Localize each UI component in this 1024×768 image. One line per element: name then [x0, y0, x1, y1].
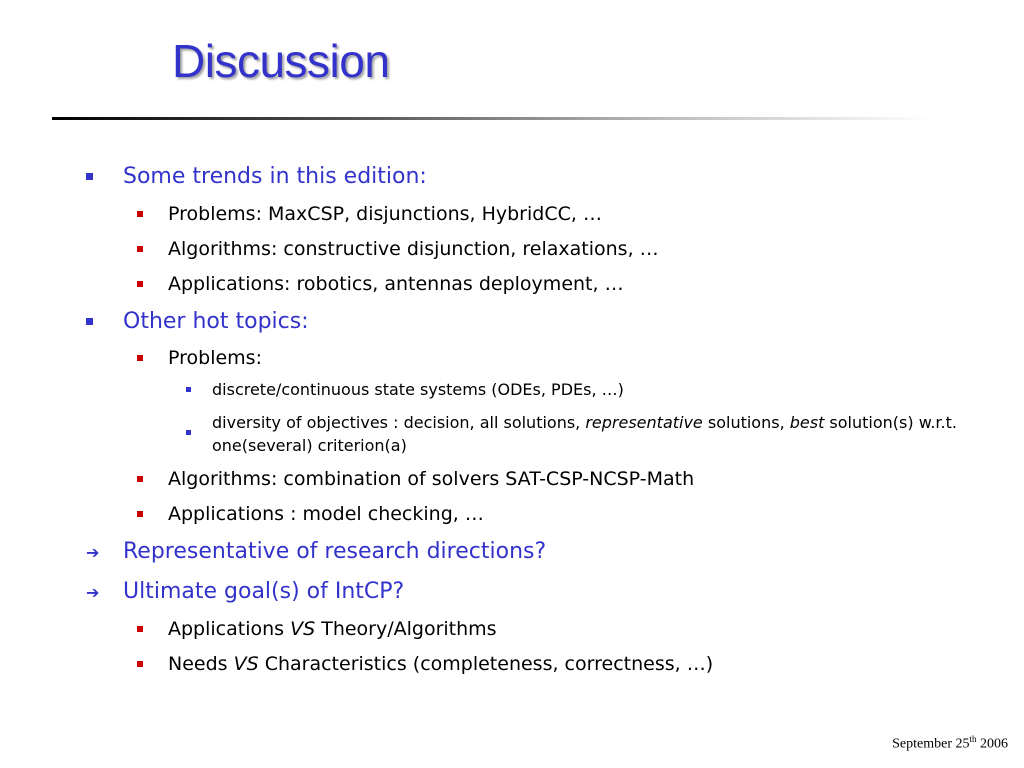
bullet-text: Applications : model checking, …	[168, 503, 484, 525]
bullet-text: Problems: MaxCSP, disjunctions, HybridCC, …	[168, 203, 602, 225]
bullet-hot-algorithms	[137, 468, 694, 490]
bullet-trends-problems	[137, 203, 602, 225]
bullet-trends-algorithms	[137, 238, 659, 260]
slide-title: Discussion	[172, 35, 390, 87]
bullet-text: Some trends in this edition:	[123, 164, 427, 189]
bullet-text: Needs VS Characteristics (completeness, correctness, …)	[168, 653, 714, 675]
red-square-bullet-icon	[137, 246, 143, 252]
small-blue-square-bullet-icon	[186, 387, 191, 392]
right-arrow-icon: ➔	[86, 583, 100, 602]
red-square-bullet-icon	[137, 476, 143, 482]
red-square-bullet-icon	[137, 355, 143, 361]
bullet-hot-problems	[137, 347, 262, 369]
red-square-bullet-icon	[137, 661, 143, 667]
bullet-ultimate-1	[137, 618, 497, 640]
blue-square-bullet-icon	[86, 173, 93, 180]
right-arrow-icon: ➔	[86, 543, 100, 562]
bullet-hot-topics	[86, 309, 309, 334]
bullet-trends-applications	[137, 273, 624, 295]
bullet-text: Applications VS Theory/Algorithms	[168, 618, 497, 640]
red-square-bullet-icon	[137, 281, 143, 287]
bullet-text: Ultimate goal(s) of IntCP?	[123, 579, 405, 604]
bullet-hot-applications	[137, 503, 484, 525]
bullet-text: Representative of research directions?	[123, 539, 547, 564]
blue-square-bullet-icon	[86, 318, 93, 325]
bullet-representative	[86, 539, 546, 564]
red-square-bullet-icon	[137, 211, 143, 217]
bullet-trends	[86, 164, 427, 189]
bullet-hot-problems-2	[186, 411, 992, 457]
bullet-ultimate	[86, 579, 404, 604]
red-square-bullet-icon	[137, 511, 143, 517]
bullet-text: Other hot topics:	[123, 309, 309, 334]
bullet-text: Problems:	[168, 347, 262, 369]
bullet-text: Algorithms: combination of solvers SAT-CSP-NCSP-Math	[168, 468, 695, 490]
small-blue-square-bullet-icon	[186, 430, 191, 435]
bullet-ultimate-2	[137, 653, 713, 675]
bullet-text: diversity of objectives : decision, all solutions, representative solutions, best solution(s) w.r.t. one(several) criterion(a)	[212, 413, 957, 455]
bullet-hot-problems-1	[186, 380, 624, 399]
slide-footer-date: September 25th 2006	[892, 734, 1008, 752]
bullet-text: Applications: robotics, antennas deployment, …	[168, 273, 624, 295]
bullet-text: Algorithms: constructive disjunction, relaxations, …	[168, 238, 659, 260]
red-square-bullet-icon	[137, 626, 143, 632]
bullet-text: discrete/continuous state systems (ODEs, PDEs, …)	[212, 380, 624, 399]
title-divider	[52, 117, 932, 120]
